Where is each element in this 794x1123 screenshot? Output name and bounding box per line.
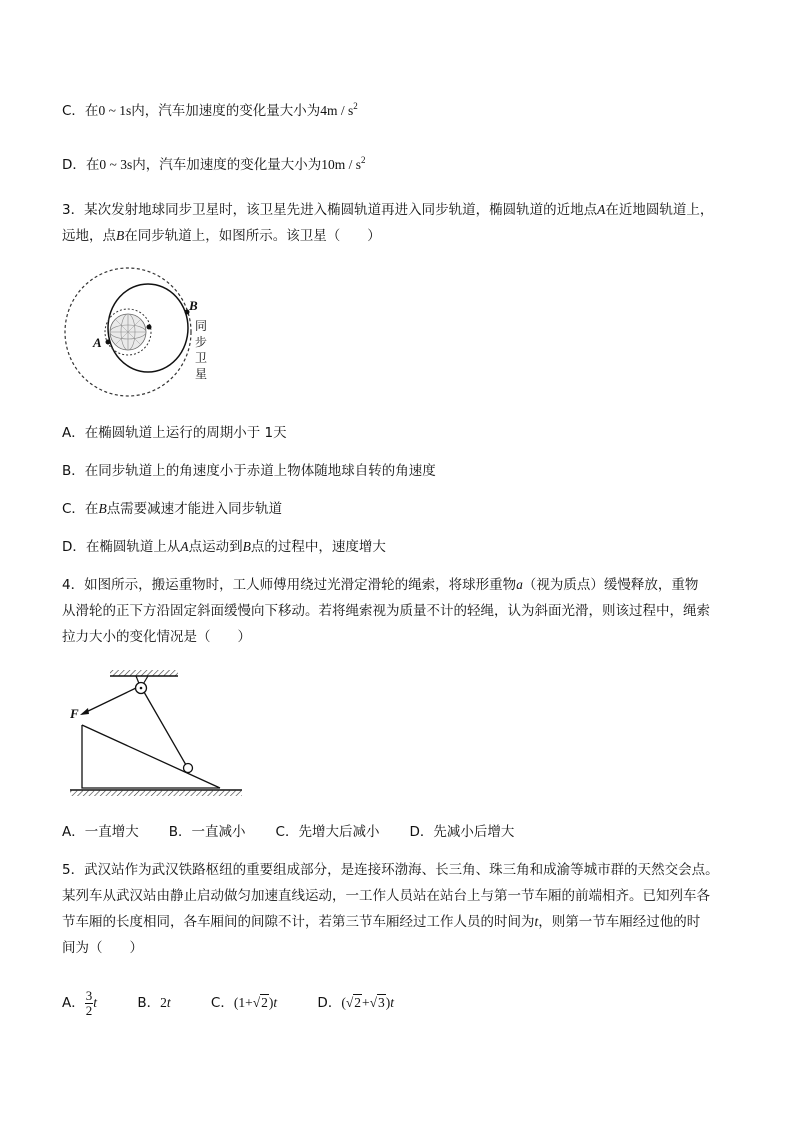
stem-text: 间为（ ）: [62, 940, 143, 956]
option-label: C．: [210, 995, 234, 1011]
point-label: B: [242, 539, 251, 554]
variable: t: [166, 995, 171, 1010]
fraction: [85, 989, 94, 1018]
q4-stem-line1: [62, 575, 698, 595]
label-sync-1: 同: [195, 319, 208, 333]
q5-stem-line1: [62, 860, 719, 880]
q4-option-b: B．一直减小: [168, 824, 246, 840]
q4-option-d: D．先减小后增大: [409, 824, 515, 840]
exponent: 2: [360, 155, 366, 165]
stem-text: 4．如图所示，搬运重物时，工人师傅用绕过光滑定滑轮的绳索，将球形重物: [62, 577, 517, 593]
q3-option-b: [62, 461, 436, 481]
variable: a: [516, 577, 523, 592]
q3-option-a: [62, 423, 287, 443]
variable: t: [93, 995, 98, 1010]
radicand: 3: [378, 995, 385, 1010]
point-label: A: [180, 539, 189, 554]
value: 4m / s: [320, 103, 354, 118]
time-range: 0 ~ 1s: [98, 103, 132, 118]
option-text: 点的过程中，速度增大: [250, 539, 386, 555]
q5-option-a: [62, 988, 97, 1018]
sqrt-expression: √2: [345, 995, 361, 1010]
stem-text: 在近地圆轨道上，: [605, 202, 714, 218]
time-range: 0 ~ 3s: [99, 157, 133, 172]
option-text: 点运动到: [188, 539, 243, 555]
force-arrow-icon: [80, 708, 89, 715]
q3-option-c: [62, 499, 282, 519]
label-f: F: [70, 706, 79, 721]
option-label: B．: [137, 995, 161, 1011]
pulley-icon: [136, 676, 149, 694]
q5-options: [62, 988, 394, 1018]
expr-part: (1+: [233, 995, 253, 1010]
q5-stem-line4: [62, 938, 143, 958]
expr-part: ): [268, 995, 274, 1010]
sqrt-expression: √3: [369, 995, 385, 1010]
expr-part: ): [385, 995, 391, 1010]
stem-text: 从滑轮的正下方沿固定斜面缓慢向下移动。若将绳索视为质量不计的轻绳，认为斜面光滑，则该过程中，绳索: [62, 603, 710, 619]
variable: t: [273, 995, 278, 1010]
orbit-diagram: [62, 266, 222, 404]
rope-left: [82, 688, 136, 714]
q3-option-d: [62, 537, 386, 557]
expr-part: (: [341, 995, 346, 1010]
q4-options: [62, 822, 514, 842]
stem-text: 节车厢的长度相同，各车厢间的间隙不计，若第三节车厢经过工作人员的时间为: [62, 914, 535, 930]
label-b: B: [189, 298, 198, 313]
label-sync-2: 步: [195, 335, 208, 349]
q5-option-b: [137, 988, 170, 1018]
q4-stem-line2: [62, 601, 710, 621]
option-text: 内，汽车加速度的变化量大小为: [131, 103, 321, 119]
q4-stem-line3: [62, 627, 251, 647]
value: 10m / s: [321, 157, 361, 172]
option-text: 点需要减速才能进入同步轨道: [106, 501, 283, 517]
point-label: B: [116, 228, 125, 243]
radicand: 2: [354, 995, 361, 1010]
option-text: D．在椭圆轨道上从: [62, 539, 181, 555]
stem-text: ，则第一节车厢经过他的时: [538, 914, 701, 930]
prev-option-c: [62, 101, 358, 121]
variable: t: [390, 995, 395, 1010]
stem-text: 某列车从武汉站由静止启动做匀加速直线运动，一工作人员站在站台上与第一节车厢的前端相齐。已知列车各: [62, 888, 710, 904]
option-text: 内，汽车加速度的变化量大小为: [132, 157, 322, 173]
variable: t: [534, 914, 539, 929]
ball-weight: [184, 764, 193, 773]
value: 2: [160, 995, 167, 1010]
q4-option-c: C．先增大后减小: [275, 824, 380, 840]
q3-stem-line2: [62, 226, 381, 246]
stem-text: 拉力大小的变化情况是（ ）: [62, 629, 251, 645]
option-text: D．在: [62, 157, 100, 173]
q3-stem-line1: [62, 200, 713, 220]
numerator: 3: [85, 987, 93, 1003]
ceiling-hatch: [110, 670, 178, 676]
exponent: 2: [353, 101, 358, 111]
rope-right: [144, 692, 186, 765]
label-a: A: [93, 335, 102, 350]
q5-stem-line2: [62, 886, 710, 906]
ground-hatch: [70, 790, 242, 796]
option-label: A．: [62, 995, 85, 1011]
stem-text: 远地，点: [62, 228, 116, 244]
q5-option-c: [211, 988, 277, 1018]
q5-stem-line3: [62, 912, 700, 932]
prev-option-d: [62, 155, 365, 175]
pulley-diagram: [62, 664, 248, 806]
label-sync-3: 卫: [195, 351, 208, 365]
sqrt-expression: √2: [252, 995, 268, 1010]
point-label: A: [597, 202, 606, 217]
point-label: B: [98, 501, 107, 516]
stem-text: （视为质点）缓慢释放，重物: [522, 577, 699, 593]
denominator: 2: [85, 1002, 93, 1018]
option-text: A．在椭圆轨道上运行的周期小于 1天: [62, 425, 287, 441]
stem-text: 在同步轨道上，如图所示。该卫星（ ）: [124, 228, 381, 244]
option-text: C．在: [62, 103, 99, 119]
option-text: C．在: [62, 501, 99, 517]
satellite-dot: [147, 325, 152, 330]
incline-surface: [82, 725, 220, 788]
option-label: D．: [317, 995, 342, 1011]
stem-text: 3．某次发射地球同步卫星时，该卫星先进入椭圆轨道再进入同步轨道，椭圆轨道的近地点: [62, 202, 598, 218]
label-sync-4: 星: [195, 367, 208, 381]
stem-text: 5．武汉站作为武汉铁路枢纽的重要组成部分，是连接环渤海、长三角、珠三角和成渝等城市群的天然交会点。: [62, 862, 719, 878]
radicand: 2: [261, 995, 268, 1010]
q4-option-a: A．一直增大: [62, 824, 139, 840]
point-a-dot: [106, 340, 111, 345]
option-text: B．在同步轨道上的角速度小于赤道上物体随地球自转的角速度: [62, 463, 436, 479]
earth-icon: [110, 314, 146, 350]
q5-option-d: [317, 988, 394, 1018]
expr-part: +: [362, 995, 370, 1010]
